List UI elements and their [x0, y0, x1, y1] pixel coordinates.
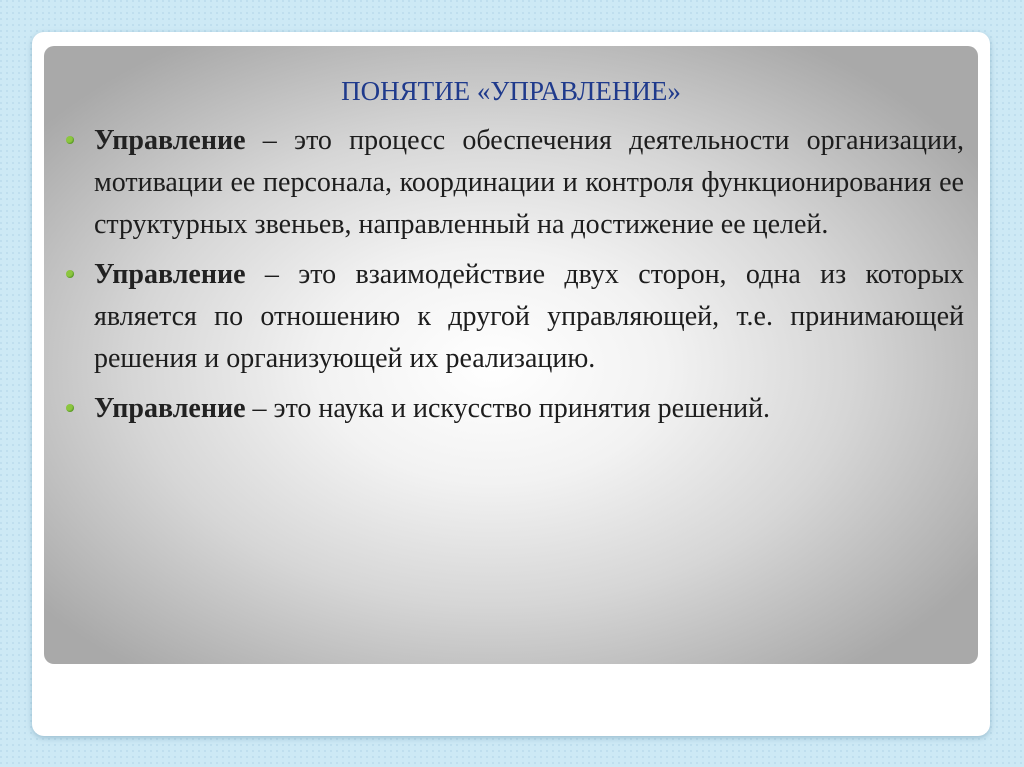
- list-item: [66, 388, 964, 430]
- bullet-list: [66, 120, 964, 438]
- term-label: Управление: [94, 125, 246, 156]
- definition-text: – это наука и искусство принятия решений.: [245, 393, 771, 424]
- slide-title: ПОНЯТИЕ «УПРАВЛЕНИЕ»: [341, 76, 681, 106]
- list-item: [66, 254, 964, 380]
- bullet-dot-icon: [66, 270, 74, 278]
- bullet-dot-icon: [66, 404, 74, 412]
- definition-text: – это взаимодействие двух сторон, одна из которых является по отношению к другой управляющей, т.е. принимающей решения и организующей их реализацию.: [94, 259, 964, 374]
- term-label: Управление: [94, 393, 246, 424]
- bullet-dot-icon: [66, 136, 74, 144]
- definition-text: – это процесс обеспечения деятельности организации, мотивации ее персонала, координации и контроля функционирования ее структурных звеньев, направленный на достижение ее целей.: [94, 125, 964, 240]
- content-panel: [44, 46, 978, 664]
- term-label: Управление: [94, 259, 246, 290]
- list-item: [66, 120, 964, 246]
